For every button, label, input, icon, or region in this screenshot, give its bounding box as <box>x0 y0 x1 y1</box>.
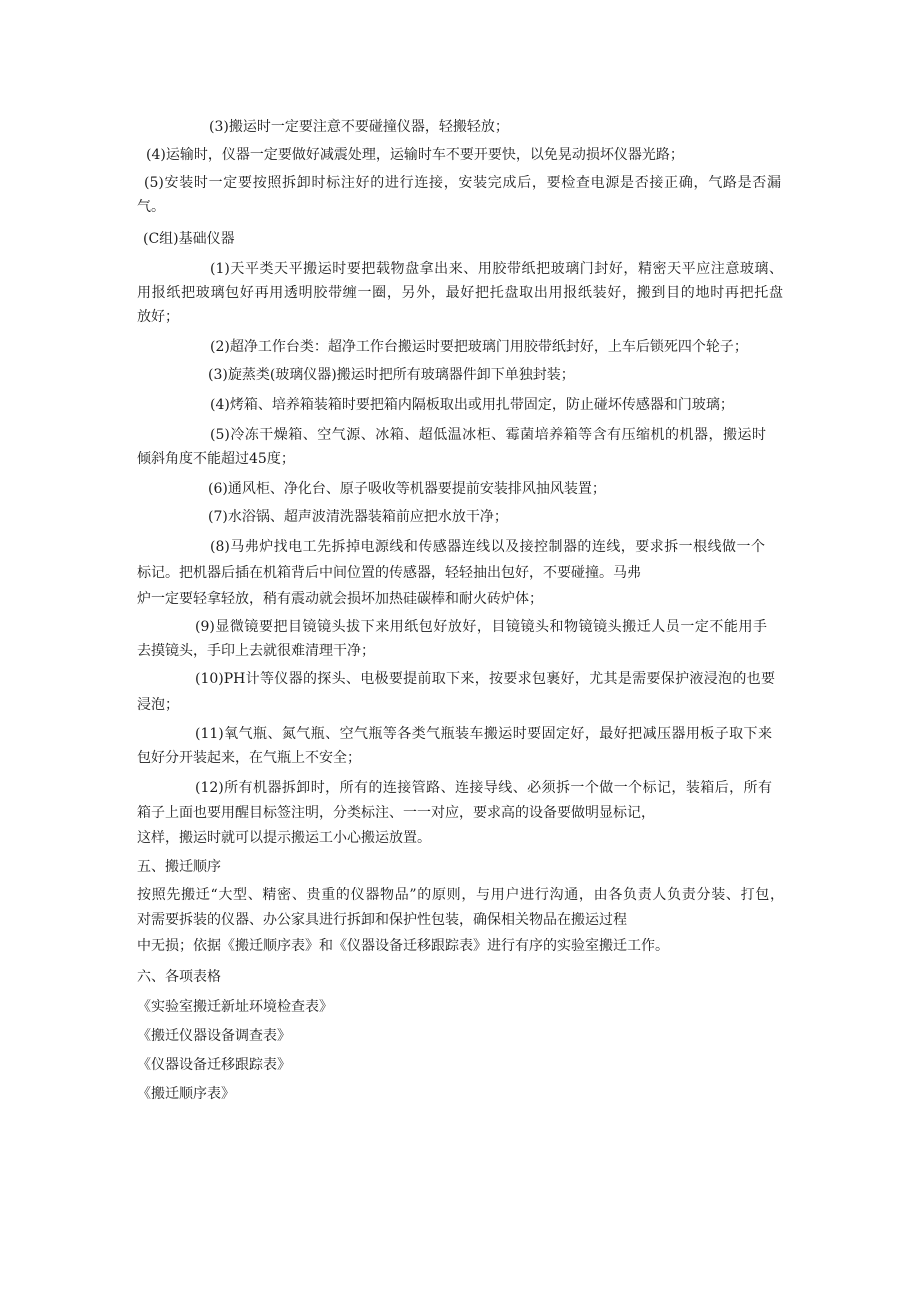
item-c12-line2: 箱子上面也要用醒目标签注明，分类标注、一一对应，要求高的设备要做明显标记， <box>137 805 655 821</box>
table-ref-3: 《仪器设备迁移跟踪表》 <box>137 1057 291 1073</box>
section-5-para-line3: 中无损；依据《搬迁顺序表》和《仪器设备迁移跟踪表》进行有序的实验室搬迁工作。 <box>137 938 669 954</box>
item-c6: (6)通风柜、净化台、原子吸收等机器要提前安装排风抽风装置； <box>208 481 606 497</box>
table-ref-2: 《搬迁仪器设备调查表》 <box>137 1028 291 1044</box>
item-c8-line1: (8)马弗炉找电工先拆掉电源线和传感器连线以及接控制器的连线，要求拆一根线做一个 <box>210 539 765 555</box>
table-ref-4: 《搬迁顺序表》 <box>137 1086 235 1102</box>
item-a4: (4)运输时，仪器一定要做好减震处理，运输时车不要开要快，以免晃动损坏仪器光路； <box>146 147 684 163</box>
item-c5-line1: (5)冷冻干燥箱、空气源、冰箱、超低温冰柜、霉菌培养箱等含有压缩机的机器，搬运时 <box>210 427 766 443</box>
item-c1-line1: (1)天平类天平搬运时要把载物盘拿出来、用胶带纸把玻璃门封好，精密天平应注意玻璃、 <box>210 261 783 277</box>
item-c11-line2: 包好分开装起来，在气瓶上不安全； <box>137 750 361 766</box>
item-c11-line1: (11)氧气瓶、氮气瓶、空气瓶等各类气瓶装车搬运时要固定好，最好把减压器用板子取下来 <box>195 726 772 742</box>
section-6-heading: 六、各项表格 <box>137 969 221 985</box>
item-c4: (4)烤箱、培养箱装箱时要把箱内隔板取出或用扎带固定，防止碰坏传感器和门玻璃； <box>210 397 734 413</box>
item-a5-line1: (5)安装时一定要按照拆卸时标注好的进行连接，安装完成后，要检查电源是否接正确，气路是否漏 <box>144 175 781 191</box>
section-c-heading: (C组)基础仪器 <box>143 231 235 247</box>
item-c8-line2: 标记。把机器后插在机箱背后中间位置的传感器，轻轻抽出包好，不要碰撞。马弗 <box>137 565 641 581</box>
item-c3: (3)旋蒸类(玻璃仪器)搬运时把所有玻璃器件卸下单独封装； <box>208 367 575 383</box>
item-c8-line3: 炉一定要轻拿轻放，稍有震动就会损坏加热硅碳棒和耐火砖炉体； <box>137 591 543 607</box>
item-c1-line3: 放好； <box>137 309 179 325</box>
item-c7: (7)水浴锅、超声波清洗器装箱前应把水放干净； <box>208 509 508 525</box>
table-ref-1: 《实验室搬迁新址环境检查表》 <box>137 999 333 1015</box>
item-c12-line1: (12)所有机器拆卸时，所有的连接管路、连接导线、必须拆一个做一个标记，装箱后，所有 <box>195 780 772 796</box>
item-a3: (3)搬运时一定要注意不要碰撞仪器，轻搬轻放； <box>209 119 509 135</box>
section-5-para-line2: 对需要拆装的仪器、办公家具进行拆卸和保护性包装，确保相关物品在搬运过程 <box>137 912 627 928</box>
section-5-para-line1: 按照先搬迁“大型、精密、贵重的仪器物品”的原则，与用户进行沟通，由各负责人负责分装、打包， <box>137 887 784 903</box>
item-c1-line2: 用报纸把玻璃包好再用透明胶带缠一圈，另外，最好把托盘取出用报纸装好，搬到目的地时再把托盘 <box>137 285 783 301</box>
item-c10-line2: 浸泡； <box>137 697 179 713</box>
item-a5-line2: 气。 <box>137 199 165 215</box>
item-c10-line1: (10)PH计等仪器的探头、电极要提前取下来，按要求包裹好，尤其是需要保护液浸泡的也要 <box>195 671 775 687</box>
item-c2: (2)超净工作台类：超净工作台搬运时要把玻璃门用胶带纸封好，上车后锁死四个轮子； <box>210 339 748 355</box>
section-5-heading: 五、搬迁顺序 <box>137 859 221 875</box>
item-c12-line3: 这样，搬运时就可以提示搬运工小心搬运放置。 <box>137 830 431 846</box>
item-c9-line1: (9)显微镜要把目镜镜头拔下来用纸包好放好，目镜镜头和物镜镜头搬迁人员一定不能用手 <box>195 619 767 635</box>
item-c9-line2: 去摸镜头，手印上去就很难清理干净； <box>137 643 375 659</box>
item-c5-line2: 倾斜角度不能超过45度； <box>137 451 295 467</box>
